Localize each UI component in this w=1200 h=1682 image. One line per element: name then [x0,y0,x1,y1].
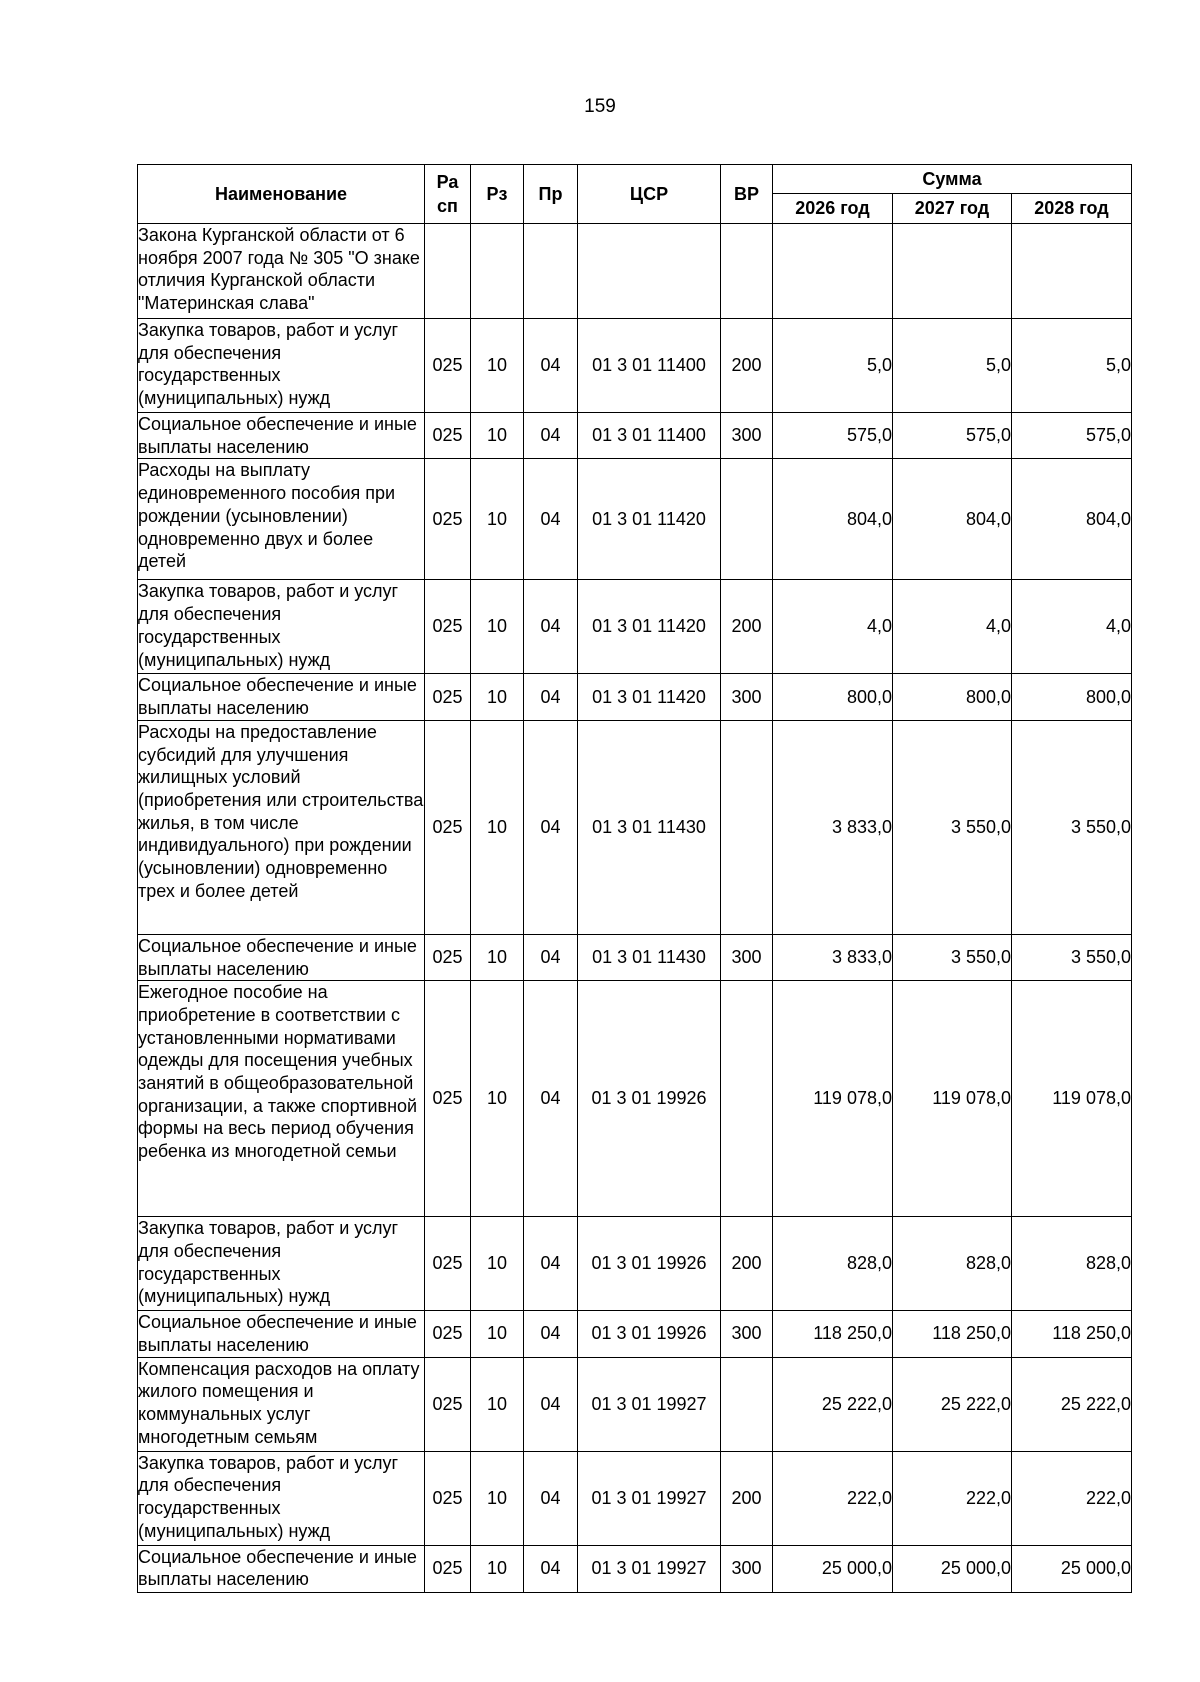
row-rasp: 025 [425,319,471,413]
row-amount-2026: 800,0 [773,674,893,720]
row-amount-2026: 5,0 [773,319,893,413]
row-pr: 04 [524,459,578,580]
header-2027: 2027 год [893,194,1012,224]
row-pr [524,224,578,319]
row-rz: 10 [471,981,524,1217]
row-rz: 10 [471,720,524,934]
table-row [138,1217,1132,1311]
row-vr: 300 [721,934,773,980]
row-amount-2027: 4,0 [893,580,1012,674]
header-rasp-line1: Ра [436,172,459,192]
row-amount-2027: 25 000,0 [893,1545,1012,1592]
row-amount-2026: 118 250,0 [773,1311,893,1357]
table-body [138,224,1132,1593]
row-amount-2028: 119 078,0 [1012,981,1132,1217]
row-amount-2026: 222,0 [773,1451,893,1545]
row-rasp: 025 [425,1357,471,1451]
row-pr: 04 [524,1451,578,1545]
row-amount-2028: 4,0 [1012,580,1132,674]
table-row [138,1357,1132,1451]
row-amount-2027: 828,0 [893,1217,1012,1311]
header-rasp [425,165,471,224]
row-pr: 04 [524,981,578,1217]
row-csr: 01 3 01 19927 [578,1357,721,1451]
row-rz: 10 [471,1545,524,1592]
row-amount-2028: 222,0 [1012,1451,1132,1545]
row-csr: 01 3 01 11400 [578,413,721,459]
table-row [138,934,1132,980]
row-name: Социальное обеспечение и иные выплаты населению [138,1545,425,1592]
row-rz: 10 [471,674,524,720]
row-vr: 300 [721,1311,773,1357]
row-name: Закупка товаров, работ и услуг для обеспечения государственных (муниципальных) нужд [138,1217,425,1311]
row-amount-2027: 222,0 [893,1451,1012,1545]
row-rz: 10 [471,413,524,459]
row-name: Закупка товаров, работ и услуг для обеспечения государственных (муниципальных) нужд [138,319,425,413]
row-pr: 04 [524,720,578,934]
table-row [138,981,1132,1217]
row-vr [721,720,773,934]
row-csr: 01 3 01 11430 [578,720,721,934]
row-vr: 300 [721,1545,773,1592]
row-rasp: 025 [425,580,471,674]
row-amount-2027: 3 550,0 [893,720,1012,934]
row-amount-2028: 575,0 [1012,413,1132,459]
table-row [138,1451,1132,1545]
row-vr: 200 [721,319,773,413]
row-amount-2028: 800,0 [1012,674,1132,720]
row-vr: 200 [721,580,773,674]
row-csr: 01 3 01 11420 [578,580,721,674]
row-amount-2028: 3 550,0 [1012,934,1132,980]
row-amount-2026: 25 000,0 [773,1545,893,1592]
row-vr [721,224,773,319]
row-name: Компенсация расходов на оплату жилого помещения и коммунальных услуг многодетным семьям [138,1357,425,1451]
row-amount-2027: 25 222,0 [893,1357,1012,1451]
row-amount-2027: 3 550,0 [893,934,1012,980]
row-amount-2027: 5,0 [893,319,1012,413]
row-amount-2028: 828,0 [1012,1217,1132,1311]
table-row [138,413,1132,459]
row-csr: 01 3 01 19926 [578,1311,721,1357]
row-vr [721,459,773,580]
row-pr: 04 [524,580,578,674]
header-sum: Сумма [773,165,1132,194]
row-amount-2027 [893,224,1012,319]
row-amount-2026: 575,0 [773,413,893,459]
table-row [138,224,1132,319]
row-vr [721,981,773,1217]
row-rasp [425,224,471,319]
row-amount-2026: 25 222,0 [773,1357,893,1451]
row-pr: 04 [524,1357,578,1451]
table-row [138,1545,1132,1592]
table-row [138,674,1132,720]
row-csr: 01 3 01 19927 [578,1545,721,1592]
table-header [138,165,1132,224]
row-rasp: 025 [425,720,471,934]
table-row [138,580,1132,674]
row-csr: 01 3 01 19927 [578,1451,721,1545]
row-name: Социальное обеспечение и иные выплаты населению [138,934,425,980]
row-rz: 10 [471,1357,524,1451]
table-row [138,720,1132,934]
row-amount-2027: 800,0 [893,674,1012,720]
row-amount-2026: 3 833,0 [773,934,893,980]
row-name: Социальное обеспечение и иные выплаты населению [138,413,425,459]
row-vr: 200 [721,1451,773,1545]
row-amount-2028: 25 222,0 [1012,1357,1132,1451]
row-vr: 300 [721,413,773,459]
row-amount-2028: 25 000,0 [1012,1545,1132,1592]
row-name: Ежегодное пособие на приобретение в соответствии с установленными нормативами одежды для посещения учебных занятий в общеобразовательной организации, а также спортивной формы на весь период обучения ребенка из многодетной семьи [138,981,425,1217]
row-name: Социальное обеспечение и иные выплаты населению [138,1311,425,1357]
row-pr: 04 [524,413,578,459]
row-rasp: 025 [425,981,471,1217]
row-csr [578,224,721,319]
row-vr [721,1357,773,1451]
header-rasp-line2: сп [437,196,458,216]
row-rasp: 025 [425,459,471,580]
row-csr: 01 3 01 11400 [578,319,721,413]
header-csr: ЦСР [578,165,721,224]
row-amount-2027: 575,0 [893,413,1012,459]
row-rasp: 025 [425,1311,471,1357]
table-row [138,1311,1132,1357]
row-rz: 10 [471,319,524,413]
row-rz: 10 [471,580,524,674]
row-name: Закупка товаров, работ и услуг для обеспечения государственных (муниципальных) нужд [138,580,425,674]
row-amount-2026: 3 833,0 [773,720,893,934]
row-rz: 10 [471,1451,524,1545]
header-name: Наименование [138,165,425,224]
row-amount-2026 [773,224,893,319]
row-pr: 04 [524,674,578,720]
row-csr: 01 3 01 11420 [578,459,721,580]
row-csr: 01 3 01 11420 [578,674,721,720]
row-amount-2026: 119 078,0 [773,981,893,1217]
row-amount-2028: 3 550,0 [1012,720,1132,934]
row-amount-2026: 828,0 [773,1217,893,1311]
table-row [138,459,1132,580]
row-rasp: 025 [425,674,471,720]
row-name: Закупка товаров, работ и услуг для обеспечения государственных (муниципальных) нужд [138,1451,425,1545]
row-vr: 200 [721,1217,773,1311]
row-rz [471,224,524,319]
row-rasp: 025 [425,413,471,459]
row-pr: 04 [524,1545,578,1592]
row-rz: 10 [471,1217,524,1311]
row-name: Расходы на выплату единовременного пособия при рождении (усыновлении) одновременно двух и более детей [138,459,425,580]
row-name: Закона Курганской области от 6 ноября 2007 года № 305 "О знаке отличия Курганской области "Материнская слава" [138,224,425,319]
row-amount-2027: 804,0 [893,459,1012,580]
header-pr: Пр [524,165,578,224]
page-number: 159 [584,96,616,117]
row-rasp: 025 [425,1217,471,1311]
row-rasp: 025 [425,934,471,980]
row-csr: 01 3 01 11430 [578,934,721,980]
row-name: Расходы на предоставление субсидий для улучшения жилищных условий (приобретения или строительства жилья, в том числе индивидуального) при рождении (усыновлении) одновременно трех и более детей [138,720,425,934]
header-2026: 2026 год [773,194,893,224]
row-pr: 04 [524,1217,578,1311]
row-vr: 300 [721,674,773,720]
header-rz: Рз [471,165,524,224]
row-amount-2027: 119 078,0 [893,981,1012,1217]
row-csr: 01 3 01 19926 [578,1217,721,1311]
header-2028: 2028 год [1012,194,1132,224]
row-rasp: 025 [425,1545,471,1592]
row-rz: 10 [471,459,524,580]
budget-table [137,164,1132,1593]
row-pr: 04 [524,319,578,413]
row-amount-2027: 118 250,0 [893,1311,1012,1357]
row-rasp: 025 [425,1451,471,1545]
row-rz: 10 [471,934,524,980]
row-amount-2028 [1012,224,1132,319]
row-name: Социальное обеспечение и иные выплаты населению [138,674,425,720]
row-rz: 10 [471,1311,524,1357]
row-pr: 04 [524,1311,578,1357]
row-csr: 01 3 01 19926 [578,981,721,1217]
header-vr: ВР [721,165,773,224]
row-amount-2028: 5,0 [1012,319,1132,413]
table-row [138,319,1132,413]
row-amount-2026: 4,0 [773,580,893,674]
row-amount-2026: 804,0 [773,459,893,580]
row-pr: 04 [524,934,578,980]
row-amount-2028: 804,0 [1012,459,1132,580]
row-amount-2028: 118 250,0 [1012,1311,1132,1357]
